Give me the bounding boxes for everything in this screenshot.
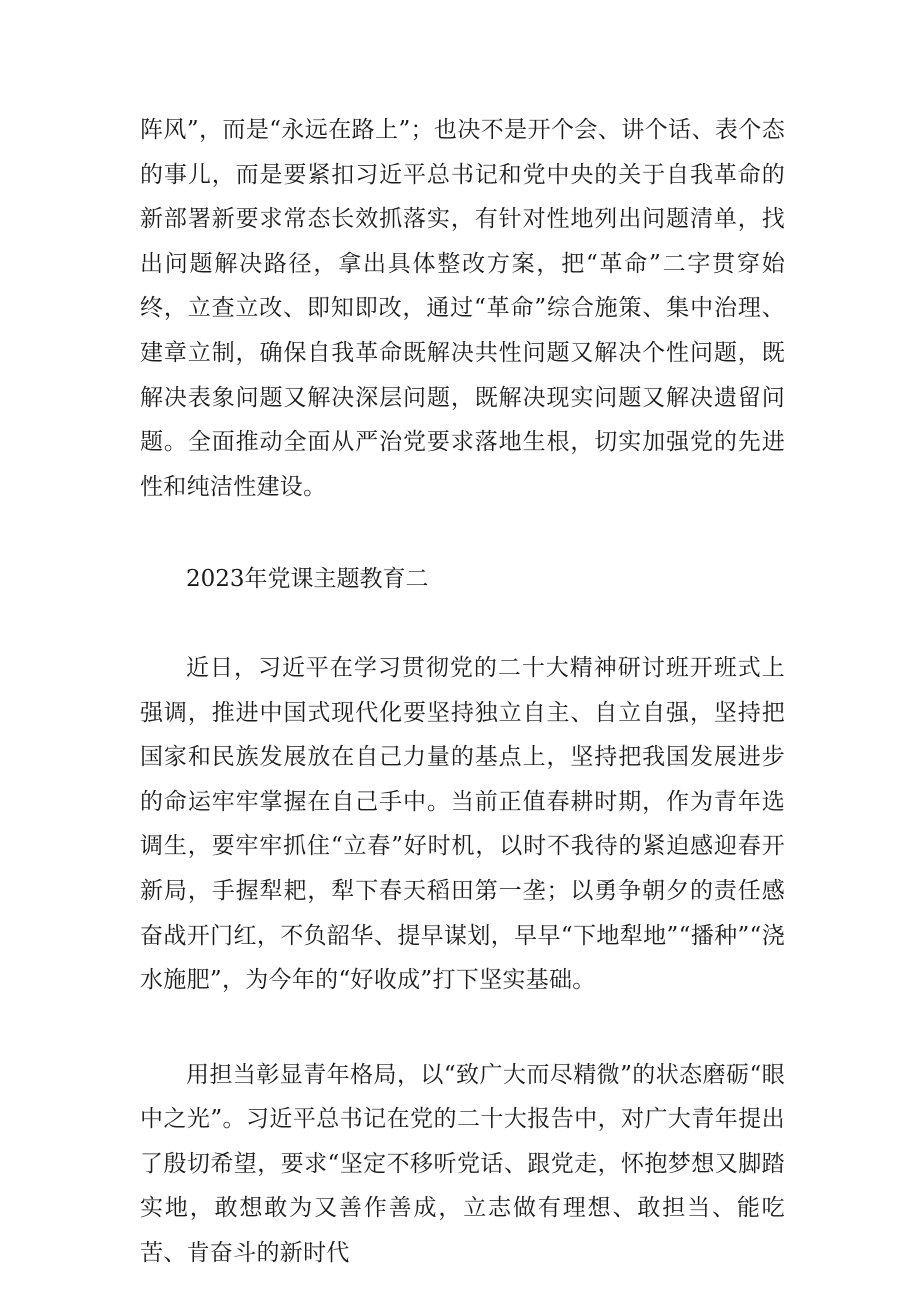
- paragraph-youth: 用担当彰显青年格局，以“致广大而尽精微”的状态磨砺“眼中之光”。习近平总书记在党的二十大报告中，对广大青年提出了殷切希望，要求“坚定不移听党话、跟党走，怀抱梦想又脚踏实地，敢想敢为又善作善成，立志做有理想、敢担当、能吃苦、肯奋斗的新时代: [140, 1061, 785, 1267]
- section-heading: 2023年党课主题教育二: [186, 566, 429, 593]
- document-body: [140, 108, 785, 1276]
- paragraph-intro: 近日，习近平在学习贯彻党的二十大精神研讨班开班式上强调，推进中国式现代化要坚持独立自主、自立自强，坚持把国家和民族发展放在自己力量的基点上，坚持把我国发展进步的命运牢牢掌握在自己手中。当前正值春耕时期，作为青年选调生，要牢牢抓住“立春”好时机，以时不我待的紧迫感迎春开新局，手握犁耙，犁下春天稻田第一垄；以勇争朝夕的责任感奋战开门红，不负韶华、提早谋划，早早“下地犁地”“播种”“浇水施肥”，为今年的“好收成”打下坚实基础。: [140, 654, 785, 994]
- paragraph-continuation: 阵风”，而是“永远在路上”；也决不是开个会、讲个话、表个态的事儿，而是要紧扣习近平总书记和党中央的关于自我革命的新部署新要求常态长效抓落实，有针对性地列出问题清单，找出问题解决路径，拿出具体整改方案，把“革命”二字贯穿始终，立查立改、即知即改，通过“革命”综合施策、集中治理、建章立制，确保自我革命既解决共性问题又解决个性问题，既解决表象问题又解决深层问题，既解决现实问题又解决遗留问题。全面推动全面从严治党要求落地生根，切实加强党的先进性和纯洁性建设。: [140, 117, 785, 500]
